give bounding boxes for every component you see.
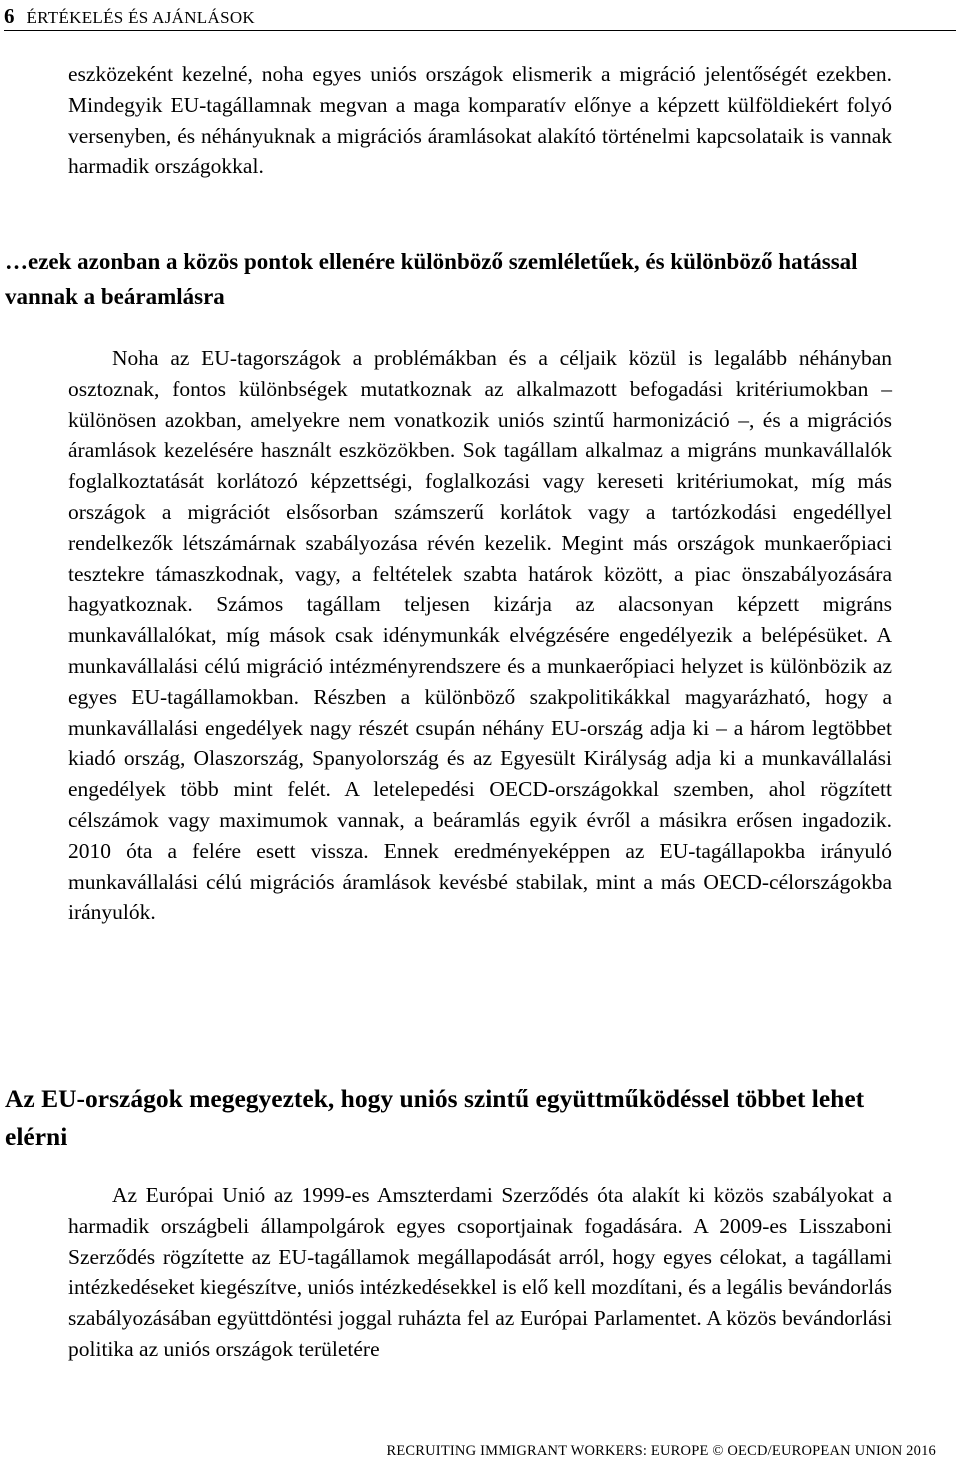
section-title: ÉRTÉKELÉS ÉS AJÁNLÁSOK [26, 8, 255, 27]
paragraph-differences: Noha az EU-tagországok a problémákban és a céljaik közül is legalább néhányban osztoznak, fontos különbségek mutatkoznak az alkalmazott befogadási kritériumokban – különösen azokban, amelyekre nem vonatkozik uniós szintű harmonizáció –, és a migrációs áramlások kezelésére használt eszközökben. Sok tagállam alkalmaz a migráns munkavállalók foglalkoztatását korlátozó képzettségi, foglalkozási vagy kereseti kritériumokat, míg más országok a migrációt elsősorban számszerű korlátok vagy a tartózkodási engedéllyel rendelkezők létszámárnak szabályozása révén kezelik. Megint más országok munkaerőpiaci tesztekre támaszkodnak, vagy, a feltételek szabta határok között, a piac önszabályozására hagyatkoznak. Számos tagállam teljesen kizárja az alacsonyan képzett migráns munkavállalókat, míg mások csak idénymunkák elvégzésére engedélyezik a belépésüket. A munkavállalási célú migráció intézményrendszere és a munkaerőpiaci helyzet is különbözik az egyes EU-tagállamokban. Részben a különböző szakpolitikákkal magyarázható, hogy a munkavállalási engedélyek nagy részét csupán néhány EU-ország adja ki – a három legtöbbet kiadó ország, Olaszország, Spanyolország és az Egyesült Királyság adja ki a munkavállalási engedélyek több mint felét. A letelepedési OECD-országokkal szemben, ahol rögzített célszámok vagy maximumok vannak, a beáramlás egyik évről a másikra erősen ingadozik. 2010 óta a felére esett vissza. Ennek eredményeképpen az EU-tagállapokba irányuló munkavállalási célú migrációs áramlások kevésbé stabilak, mint a más OECD-célországokba irányulók. [68, 346, 892, 925]
section-heading-differences: …ezek azonban a közös pontok ellenére különböző szemléletűek, és különböző hatással vannak a beáramlásra [5, 249, 858, 309]
paragraph-continuation: eszközeként kezelné, noha egyes uniós országok elismerik a migráció jelentőségét ezekben. Mindegyik EU-tagállamnak megvan a maga komparatív előnye a képzett külföldiekért folyó versenyben, és néhányuknak a migrációs áramlásokat alakító történelmi kapcsolataik is vannak harmadik országokkal. [68, 62, 892, 179]
section-heading-cooperation: Az EU-országok megegyeztek, hogy uniós szintű együttműködéssel többet lehet elérni [5, 1084, 865, 1151]
running-header [4, 4, 956, 31]
page-number: 6 [4, 4, 15, 28]
page-footer: RECRUITING IMMIGRANT WORKERS: EUROPE © OECD/EUROPEAN UNION 2016 [386, 1443, 936, 1459]
paragraph-eu-rules: Az Európai Unió az 1999-es Amszterdami Szerződés óta alakít ki közös szabályokat a harmadik országbeli állampolgárok egyes csoportjainak fogadására. A 2009-es Lisszaboni Szerződés rögzítette az EU-tagállamok megállapodását arról, hogy egyes célokat, a tagállami intézkedéseket kiegészítve, uniós intézkedésekkel is elő kell mozdítani, és a legális bevándorlás szabályozásában együttdöntési joggal ruházta fel az Európai Parlamentet. A közös bevándorlási politika az uniós országok területére [68, 1183, 892, 1361]
